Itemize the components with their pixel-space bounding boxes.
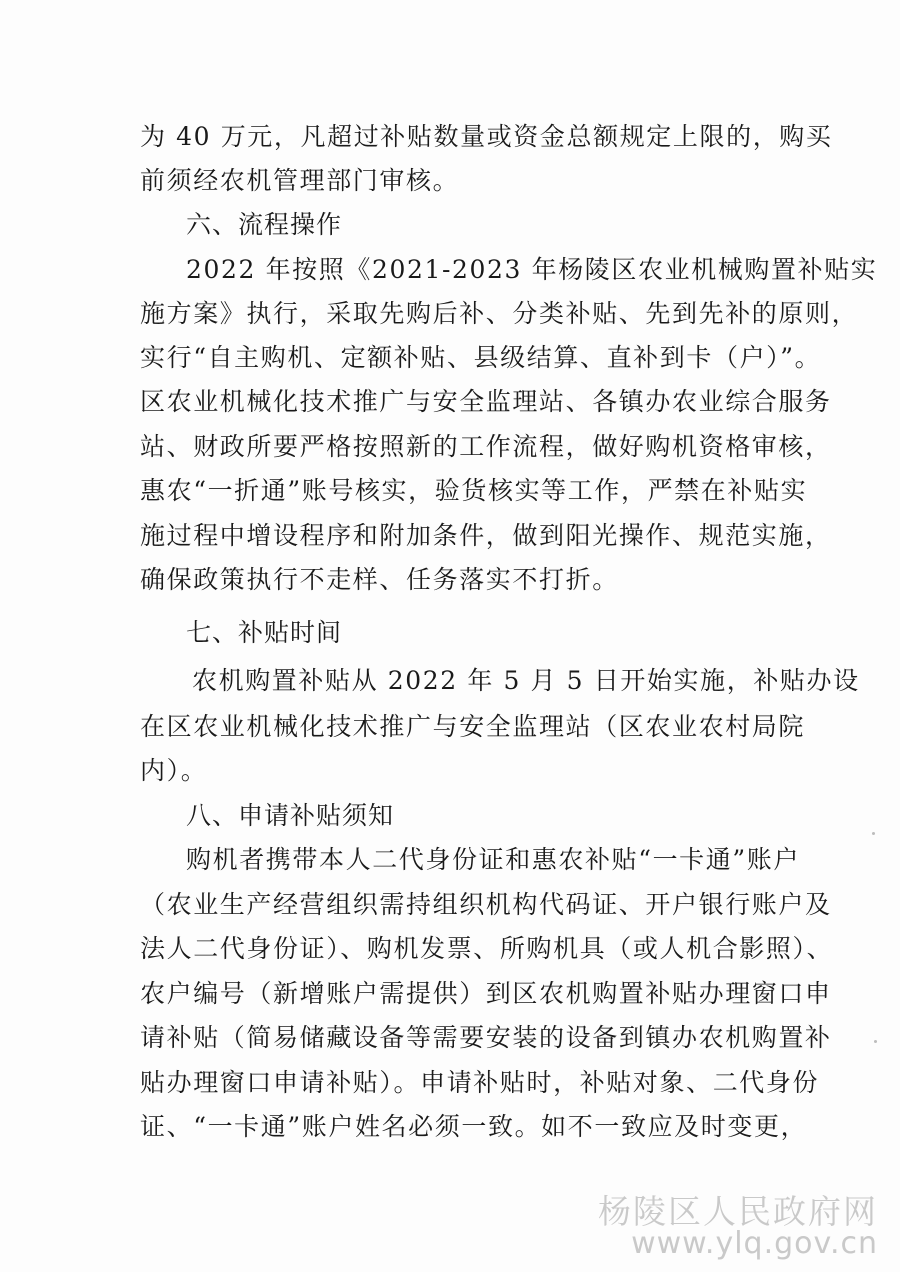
scan-speck [872, 832, 875, 835]
paragraph-line: 在区农业机械化技术推广与安全监理站（区农业农村局院 [140, 712, 806, 741]
scan-speck [874, 1040, 877, 1043]
paragraph-line: 施方案》执行，采取先购后补、分类补贴、先到先补的原则， [140, 299, 859, 328]
paragraph-line: 2022 年按照《2021-2023 年杨陵区农业机械购置补贴实 [186, 255, 878, 284]
section-heading-6: 六、流程操作 [186, 210, 343, 239]
paragraph-line: 惠农“一折通”账号核实，验货核实等工作，严禁在补贴实 [140, 476, 808, 505]
paragraph-line: 法人二代身份证）、购机发票、所购机具（或人机合影照）、 [140, 934, 834, 963]
watermark-title: 杨陵区人民政府网 [598, 1192, 878, 1231]
paragraph-line: 内）。 [140, 756, 208, 785]
paragraph-line: 为 40 万元，凡超过补贴数量或资金总额规定上限的，购买 [140, 122, 833, 151]
section-heading-7: 七、补贴时间 [186, 618, 343, 647]
paragraph-line: 确保政策执行不走样、任务落实不打折。 [140, 565, 619, 594]
paragraph-line: 贴办理窗口申请补贴）。申请补贴时，补贴对象、二代身份 [140, 1068, 820, 1097]
paragraph-line: 农机购置补贴从 2022 年 5 月 5 日开始实施，补贴办设 [192, 666, 860, 695]
paragraph-line: 购机者携带本人二代身份证和惠农补贴“一卡通”账户 [186, 845, 800, 874]
paragraph-line: 施过程中增设程序和附加条件，做到阳光操作、规范实施， [140, 521, 832, 550]
paragraph-line: 实行“自主购机、定额补贴、县级结算、直补到卡（户）”。 [140, 343, 822, 372]
paragraph-line: 区农业机械化技术推广与安全监理站、各镇办农业综合服务 [140, 387, 832, 416]
section-heading-8: 八、申请补贴须知 [186, 801, 395, 830]
paragraph-line: 站、财政所要严格按照新的工作流程，做好购机资格审核， [140, 432, 832, 461]
paragraph-line: 请补贴（简易储藏设备等需要安装的设备到镇办农机购置补 [140, 1023, 832, 1052]
paragraph-line: 农户编号（新增账户需提供）到区农机购置补贴办理窗口申 [140, 979, 832, 1008]
paragraph-line: （农业生产经营组织需持组织机构代码证、开户银行账户及 [140, 890, 832, 919]
paragraph-line: 证、“一卡通”账户姓名必须一致。如不一致应及时变更， [140, 1112, 808, 1141]
paragraph-line: 前须经农机管理部门审核。 [140, 166, 460, 195]
watermark-url: www.ylq.gov.cn [631, 1226, 878, 1261]
